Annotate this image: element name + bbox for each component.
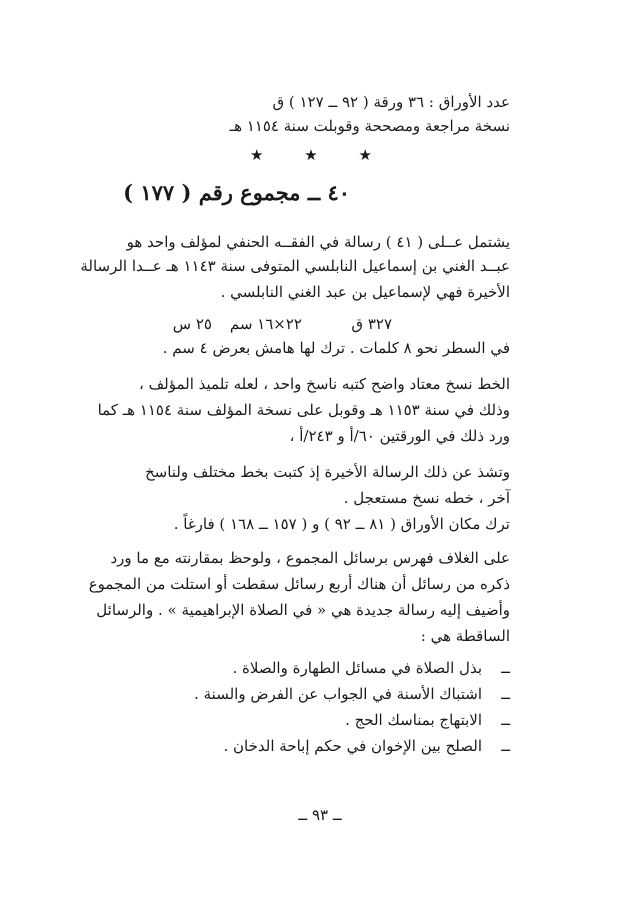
description-line: عبــد الغني بن إسماعيل النابلسي المتوفى سنة ١١٤٣ هـ عــدا الرسالة: [80, 257, 510, 275]
missing-treatise-title: الصلح بين الإخوان في حكم إباحة الدخان .: [223, 737, 482, 755]
leaf-count: ٣٢٧ ق: [351, 315, 392, 333]
blank-leaves-line: ترك مكان الأوراق ( ٨١ ــ ٩٢ ) و ( ١٥٧ ــ ١٦٨ ) فارغاً .: [173, 515, 510, 533]
list-dash: ــ: [501, 659, 510, 677]
list-dash: ــ: [501, 711, 510, 729]
description-line: الأخيرة فهي لإسماعيل بن عبد الغني النابلسي .: [220, 283, 510, 301]
format-line: في السطر نحو ٨ كلمات . ترك لها هامش بعرض ٤ سم .: [162, 339, 510, 357]
missing-treatise-title: بذل الصلاة في مسائل الطهارة والصلاة .: [232, 659, 482, 677]
missing-treatise-title: اشتباك الأسنة في الجواب عن الفرض والسنة .: [194, 685, 482, 703]
section-title: ٤٠ ــ مجموع رقم ( ١٧٧ ): [123, 180, 350, 205]
last-treatise-line: وتشذ عن ذلك الرسالة الأخيرة إذ كتبت بخط مختلف ولناسخ: [144, 463, 510, 481]
script-note-line: وذلك في سنة ١١٥٣ هـ وقوبل على نسخة المؤلف سنة ١١٥٤ هـ كما: [97, 401, 510, 419]
dimensions: ٢٢×١٦ سم: [229, 315, 302, 333]
list-dash: ــ: [501, 685, 510, 703]
description-line: يشتمل عــلى ( ٤١ ) رسالة في الفقــه الحنفي لمؤلف واحد هو: [126, 233, 510, 251]
lines-per-page: ٢٥ س: [172, 315, 212, 333]
index-note-line: ذكره من رسائل أن هناك أربع رسائل سقطت أو استلت من المجموع: [88, 575, 510, 593]
page-number: ــ ٩٣ ــ: [298, 806, 342, 824]
last-treatise-line: آخر ، خطه نسخ مستعجل .: [343, 489, 510, 507]
list-dash: ــ: [501, 737, 510, 755]
script-note-line: الخط نسخ معتاد واضح كتبه ناسخ واحد ، لعله تلميذ المؤلف ،: [139, 375, 510, 393]
script-note-line: ورد ذلك في الورقتين ٦٠/أ و ٢٤٣/أ ،: [289, 427, 510, 445]
leaves-count-line: عدد الأوراق : ٣٦ ورقة ( ٩٢ ــ ١٢٧ ) ق: [272, 93, 510, 111]
section-separator: ★ ★ ★: [250, 146, 390, 164]
copy-note-line: نسخة مراجعة ومصححة وقوبلت سنة ١١٥٤ هـ: [229, 117, 510, 135]
index-note-line: على الغلاف فهرس برسائل المجموع ، ولوحظ بمقارنته مع ما ورد: [110, 549, 510, 567]
index-note-line: وأضيف إليه رسالة جديدة هي « في الصلاة الإبراهيمية » . والرسائل: [96, 601, 510, 619]
missing-treatise-title: الابتهاج بمناسك الحج .: [345, 711, 482, 729]
index-note-line: الساقطة هي :: [420, 627, 510, 645]
